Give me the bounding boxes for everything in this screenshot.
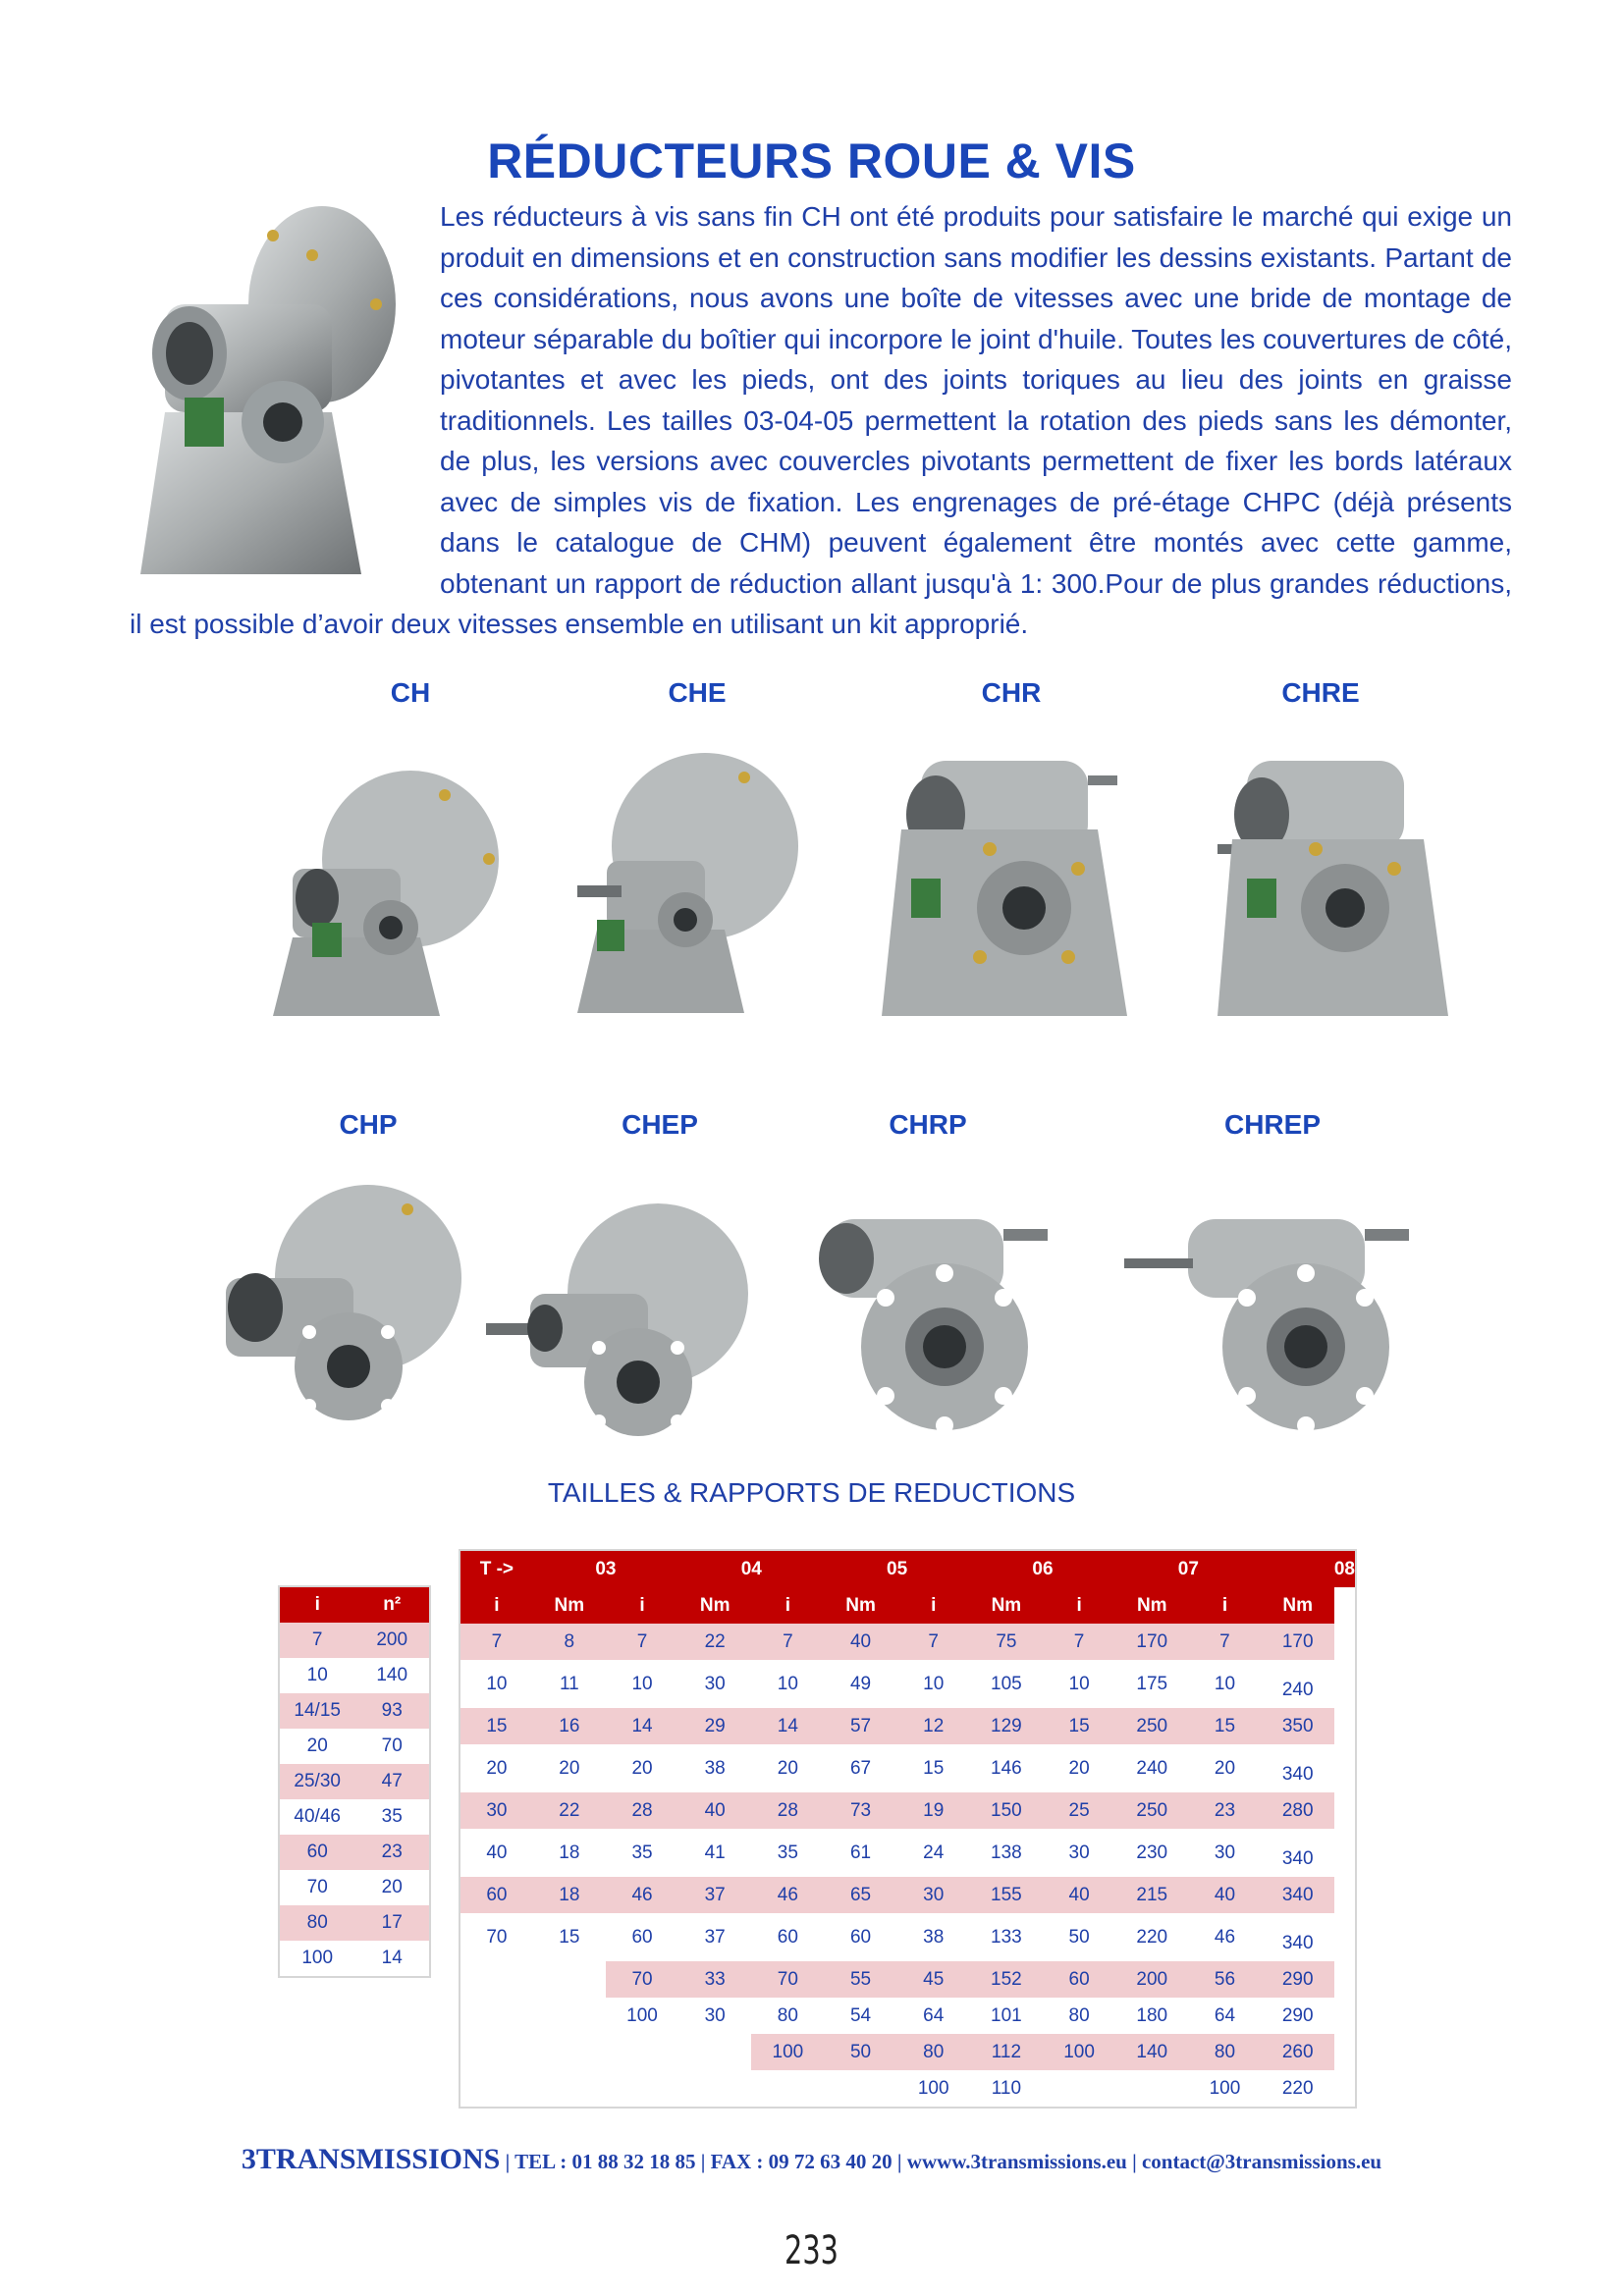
- ratio-table-row: [279, 1870, 430, 1905]
- size-cell: 170: [1262, 1624, 1334, 1660]
- size-torque-table: [459, 1549, 1357, 2109]
- size-cell: 230: [1136, 1842, 1168, 1863]
- size-cell: 260: [1262, 2034, 1334, 2070]
- col-label-i: i: [606, 1587, 678, 1624]
- size-cell: 80: [777, 2004, 798, 2026]
- size-cell: 30: [704, 1673, 726, 1694]
- ratio-table-row: [279, 1693, 430, 1729]
- ratio-cell: 25/30: [294, 1771, 341, 1791]
- size-cell: 70: [606, 1961, 678, 1998]
- size-cell: 40: [1188, 1877, 1261, 1913]
- size-cell: 155: [970, 1877, 1043, 1913]
- size-cell: 7: [897, 1624, 970, 1660]
- size-cell: [460, 2070, 533, 2108]
- size-cell: 65: [824, 1877, 896, 1913]
- size-cell: 64: [923, 2004, 945, 2026]
- size-cell: [824, 2070, 896, 2108]
- ratio-cell: 23: [381, 1842, 403, 1862]
- size-cell: 23: [1188, 1792, 1261, 1829]
- size-cell: 240: [1281, 1679, 1314, 1700]
- size-cell: 10: [631, 1673, 653, 1694]
- size-table-row: [460, 1998, 1356, 2034]
- size-cell: 20: [777, 1757, 798, 1779]
- size-cell: [533, 2034, 606, 2070]
- ratio-cell: 14: [381, 1948, 403, 1968]
- size-cell: 38: [704, 1757, 726, 1779]
- size-cell: 40: [486, 1842, 508, 1863]
- col-label-i: i: [897, 1587, 970, 1624]
- footer-contact: [0, 2143, 1623, 2176]
- size-cell: 35: [631, 1842, 653, 1863]
- size-cell: 340: [1262, 1877, 1334, 1913]
- ratio-cell: 93: [381, 1700, 403, 1721]
- size-cell: 57: [824, 1708, 896, 1744]
- size-cell: 70: [751, 1961, 824, 1998]
- size-cell: 40: [824, 1624, 896, 1660]
- size-cell: 215: [1115, 1877, 1188, 1913]
- size-cell: 50: [1068, 1926, 1090, 1948]
- size-cell: 60: [777, 1926, 798, 1948]
- size-cell: 15: [460, 1708, 533, 1744]
- size-cell: 38: [923, 1926, 945, 1948]
- product-image-chr: [882, 751, 1145, 1026]
- ratio-cell: 140: [376, 1665, 408, 1685]
- ratio-cell: 70: [381, 1735, 403, 1756]
- page-title: RÉDUCTEURS ROUE & VIS: [487, 133, 1136, 188]
- size-cell: 340: [1281, 1847, 1314, 1869]
- size-cell: 129: [970, 1708, 1043, 1744]
- size-cell: [460, 1998, 533, 2034]
- size-cell: 28: [751, 1792, 824, 1829]
- size-cell: 200: [1115, 1961, 1188, 1998]
- size-cell: 250: [1115, 1708, 1188, 1744]
- size-cell: 80: [897, 2034, 970, 2070]
- model-label-chep: CHEP: [622, 1109, 698, 1140]
- model-label-chre: CHRE: [1281, 677, 1360, 708]
- size-cell: 40: [1043, 1877, 1115, 1913]
- product-image-chrep: [1124, 1200, 1438, 1459]
- size-cell: 220: [1281, 2077, 1314, 2099]
- size-table-row: [460, 1829, 1356, 1877]
- product-image-chep: [486, 1196, 771, 1459]
- size-cell: 46: [1214, 1926, 1236, 1948]
- size-cell: 20: [1068, 1757, 1090, 1779]
- size-cell: 7: [606, 1624, 678, 1660]
- ratio-cell: 17: [381, 1912, 403, 1933]
- size-cell: 10: [1068, 1673, 1090, 1694]
- size-cell: [606, 2034, 678, 2070]
- model-label-che: CHE: [668, 677, 727, 708]
- size-cell: 10: [777, 1673, 798, 1694]
- size-cell: 140: [1115, 2034, 1188, 2070]
- size-cell: 75: [970, 1624, 1043, 1660]
- ratio-cell: 20: [381, 1877, 403, 1897]
- size-cell: 29: [678, 1708, 751, 1744]
- model-label-chrp: CHRP: [889, 1109, 967, 1140]
- col-label-nm: Nm: [678, 1587, 751, 1624]
- size-cell: 10: [486, 1673, 508, 1694]
- model-label-chp: CHP: [339, 1109, 398, 1140]
- size-header-05: 05: [824, 1550, 969, 1587]
- size-table-row: [460, 1660, 1356, 1708]
- size-cell: 30: [897, 1877, 970, 1913]
- ratio-cell: 200: [376, 1629, 408, 1650]
- size-cell: 45: [897, 1961, 970, 1998]
- intro-paragraph: [130, 196, 1512, 645]
- size-cell: 16: [533, 1708, 606, 1744]
- size-cell: 35: [777, 1842, 798, 1863]
- col-label-nm: Nm: [1262, 1587, 1334, 1624]
- size-cell: 180: [1136, 2004, 1168, 2026]
- size-cell: 64: [1214, 2004, 1236, 2026]
- size-cell: 30: [1068, 1842, 1090, 1863]
- size-cell: 340: [1281, 1763, 1314, 1785]
- size-cell: 46: [751, 1877, 824, 1913]
- product-image-che: [577, 738, 798, 1023]
- size-table-row: [460, 1913, 1356, 1961]
- size-cell: 40: [678, 1792, 751, 1829]
- ratio-table-row: [279, 1799, 430, 1835]
- ratio-cell: 7: [311, 1629, 323, 1650]
- ratio-table-row: [279, 1835, 430, 1870]
- size-cell: 33: [678, 1961, 751, 1998]
- size-cell: 80: [1188, 2034, 1261, 2070]
- col-label-nm: Nm: [824, 1587, 896, 1624]
- size-table-row: [460, 1961, 1356, 1998]
- size-cell: 20: [631, 1757, 653, 1779]
- size-header-08: 08: [1334, 1550, 1356, 1587]
- size-cell: 290: [1262, 1961, 1334, 1998]
- col-label-nm: Nm: [533, 1587, 606, 1624]
- size-table-row: [460, 1744, 1356, 1792]
- col-label-nm: Nm: [970, 1587, 1043, 1624]
- size-cell: 22: [533, 1792, 606, 1829]
- ratio-cell: 70: [306, 1877, 328, 1897]
- size-cell: 15: [1188, 1708, 1261, 1744]
- ratio-table-row: [279, 1905, 430, 1941]
- size-cell: 240: [1136, 1757, 1168, 1779]
- size-table-row: [460, 2034, 1356, 2070]
- size-cell: [678, 2070, 751, 2108]
- size-cell: 14: [751, 1708, 824, 1744]
- size-cell: 70: [486, 1926, 508, 1948]
- size-table-row: [460, 2070, 1356, 2108]
- size-cell: [460, 2034, 533, 2070]
- size-cell: 15: [923, 1757, 945, 1779]
- size-cell: [533, 1998, 606, 2034]
- size-cell: 46: [606, 1877, 678, 1913]
- size-cell: 7: [751, 1624, 824, 1660]
- size-cell: 100: [626, 2004, 658, 2026]
- size-cell: 49: [849, 1673, 872, 1694]
- size-cell: 290: [1281, 2004, 1314, 2026]
- ratio-table-row: [279, 1658, 430, 1693]
- size-cell: 112: [970, 2034, 1043, 2070]
- model-label-chrep: CHREP: [1223, 1109, 1321, 1140]
- size-cell: 60: [631, 1926, 653, 1948]
- size-header-03: 03: [533, 1550, 678, 1587]
- size-cell: 100: [751, 2034, 824, 2070]
- size-cell: 37: [678, 1877, 751, 1913]
- size-cell: 110: [991, 2077, 1022, 2099]
- size-cell: 100: [1043, 2034, 1115, 2070]
- size-table-row: [460, 1708, 1356, 1744]
- col-label-i: i: [751, 1587, 824, 1624]
- size-cell: 150: [970, 1792, 1043, 1829]
- ratio-cell: 60: [306, 1842, 328, 1862]
- size-cell: 56: [1188, 1961, 1261, 1998]
- product-image-chp: [201, 1170, 481, 1458]
- footer-contact-text: | TEL : 01 88 32 18 85 | FAX : 09 72 63 40 20 | wwww.3transmissions.eu |: [500, 2150, 1142, 2173]
- size-cell: 15: [559, 1926, 580, 1948]
- size-cell: 133: [991, 1926, 1022, 1948]
- size-cell: 152: [970, 1961, 1043, 1998]
- size-cell: 20: [1214, 1757, 1236, 1779]
- size-cell: 30: [1214, 1842, 1236, 1863]
- size-cell: 12: [897, 1708, 970, 1744]
- size-cell: 101: [991, 2004, 1022, 2026]
- intro-text: Les réducteurs à vis sans fin CH ont été produits pour satisfaire le marché qui exige un produit en dimensions et en construction sans modifier les dessins existants. Partant de ces considérations, nous avons une boîte de vitesses avec une bride de montage de moteur séparable du boîtier qui incorpore le joint d'huile. Toutes les couvertures de côté, pivotantes et avec les pieds, ont des joints toriques au lieu des joints en graisse traditionnels. Les tailles 03-04-05 permettent la rotation des pieds sans les démonter, de plus, les versions avec couvercles pivotants permettent de fixer les bords latéraux avec de simples vis de fixation. Les engrenages de pré-étage CHPC (déjà présents dans le catalogue de CHM) peuvent également être montés avec cette gamme, obtenant un rapport de réduction allant jusqu'à 1: 300.Pour de plus grandes réductions, il est possible d’avoir deux vitesses ensemble en utilisant un kit approprié.: [130, 201, 1512, 639]
- size-cell: [751, 2070, 824, 2108]
- section-title: TAILLES & RAPPORTS DE REDUCTIONS: [547, 1477, 1076, 1508]
- size-cell: 24: [923, 1842, 945, 1863]
- product-image-chre: [1217, 751, 1453, 1026]
- size-header-07: 07: [1115, 1550, 1261, 1587]
- ratio-cell: 35: [381, 1806, 403, 1827]
- model-label-ch: CH: [390, 677, 431, 708]
- size-table-row: [460, 1624, 1356, 1660]
- size-cell: 28: [606, 1792, 678, 1829]
- size-cell: 73: [824, 1792, 896, 1829]
- size-cell: 67: [849, 1757, 872, 1779]
- size-header-04: 04: [678, 1550, 824, 1587]
- product-image-ch: [273, 751, 499, 1026]
- ratio-cell: 40/46: [294, 1806, 341, 1827]
- size-cell: 138: [991, 1842, 1022, 1863]
- size-cell: 11: [559, 1673, 579, 1694]
- column-label-row: [460, 1587, 1356, 1624]
- footer-brand: 3TRANSMISSIONS: [241, 2143, 501, 2175]
- size-cell: [533, 2070, 606, 2108]
- size-cell: 250: [1115, 1792, 1188, 1829]
- ratio-cell: 80: [306, 1912, 328, 1933]
- size-cell: 18: [559, 1842, 580, 1863]
- size-cell: 22: [678, 1624, 751, 1660]
- ratio-cell: 100: [301, 1948, 334, 1968]
- size-cell: 37: [704, 1926, 726, 1948]
- size-cell: 7: [1188, 1624, 1261, 1660]
- size-cell: 20: [559, 1757, 580, 1779]
- ratio-table-row: [279, 1623, 430, 1658]
- size-header-label: T ->: [460, 1550, 533, 1587]
- size-cell: 41: [704, 1842, 726, 1863]
- size-cell: 14: [606, 1708, 678, 1744]
- ratio-cell: 10: [306, 1665, 328, 1685]
- size-cell: 350: [1262, 1708, 1334, 1744]
- size-cell: 105: [991, 1673, 1022, 1694]
- size-cell: 170: [1115, 1624, 1188, 1660]
- size-cell: 55: [824, 1961, 896, 1998]
- size-cell: 20: [486, 1757, 508, 1779]
- size-cell: [678, 2034, 751, 2070]
- size-cell: [533, 1961, 606, 1998]
- size-table-row: [460, 1877, 1356, 1913]
- size-cell: 25: [1043, 1792, 1115, 1829]
- size-header-06: 06: [970, 1550, 1115, 1587]
- size-cell: 10: [1214, 1673, 1236, 1694]
- ratio-table: [278, 1585, 431, 1978]
- size-cell: 30: [704, 2004, 726, 2026]
- size-cell: 100: [917, 2077, 949, 2099]
- size-cell: [606, 2070, 678, 2108]
- size-cell: 60: [1043, 1961, 1115, 1998]
- size-cell: 7: [460, 1624, 533, 1660]
- page-number: 233: [784, 2228, 839, 2273]
- size-cell: 220: [1136, 1926, 1168, 1948]
- size-cell: 10: [923, 1673, 945, 1694]
- col-label-i: i: [1188, 1587, 1261, 1624]
- col-label-nm: Nm: [1115, 1587, 1188, 1624]
- size-cell: 7: [1043, 1624, 1115, 1660]
- size-cell: 146: [991, 1757, 1022, 1779]
- size-cell: 100: [1209, 2077, 1241, 2099]
- size-cell: 80: [1068, 2004, 1090, 2026]
- size-header-pad: [1262, 1550, 1334, 1587]
- size-cell: 60: [460, 1877, 533, 1913]
- size-cell: [1115, 2070, 1188, 2108]
- ratio-header-n2: n²: [354, 1586, 430, 1623]
- size-cell: 19: [897, 1792, 970, 1829]
- size-cell: 8: [533, 1624, 606, 1660]
- size-cell: 15: [1043, 1708, 1115, 1744]
- size-cell: 175: [1136, 1673, 1168, 1694]
- size-cell: [460, 1961, 533, 1998]
- ratio-table-row: [279, 1764, 430, 1799]
- ratio-table-row: [279, 1941, 430, 1977]
- col-label-i: i: [1043, 1587, 1115, 1624]
- size-cell: 340: [1281, 1932, 1314, 1953]
- size-cell: 50: [824, 2034, 896, 2070]
- size-cell: [1043, 2070, 1115, 2108]
- model-label-chr: CHR: [981, 677, 1042, 708]
- col-label-i: i: [460, 1587, 533, 1624]
- size-cell: 54: [849, 2004, 872, 2026]
- ratio-cell: 47: [381, 1771, 403, 1791]
- ratio-table-row: [279, 1729, 430, 1764]
- ratio-header-i: i: [279, 1586, 354, 1623]
- size-table-row: [460, 1792, 1356, 1829]
- footer-email: contact@3transmissions.eu: [1141, 2150, 1382, 2173]
- ratio-cell: 14/15: [294, 1700, 341, 1721]
- size-cell: 280: [1262, 1792, 1334, 1829]
- size-cell: 18: [533, 1877, 606, 1913]
- ratio-table-header: [279, 1586, 430, 1623]
- size-cell: 30: [460, 1792, 533, 1829]
- size-cell: 61: [849, 1842, 872, 1863]
- product-image-chrp: [797, 1200, 1074, 1459]
- size-cell: 60: [849, 1926, 872, 1948]
- size-header-row: [460, 1550, 1356, 1587]
- ratio-cell: 20: [306, 1735, 328, 1756]
